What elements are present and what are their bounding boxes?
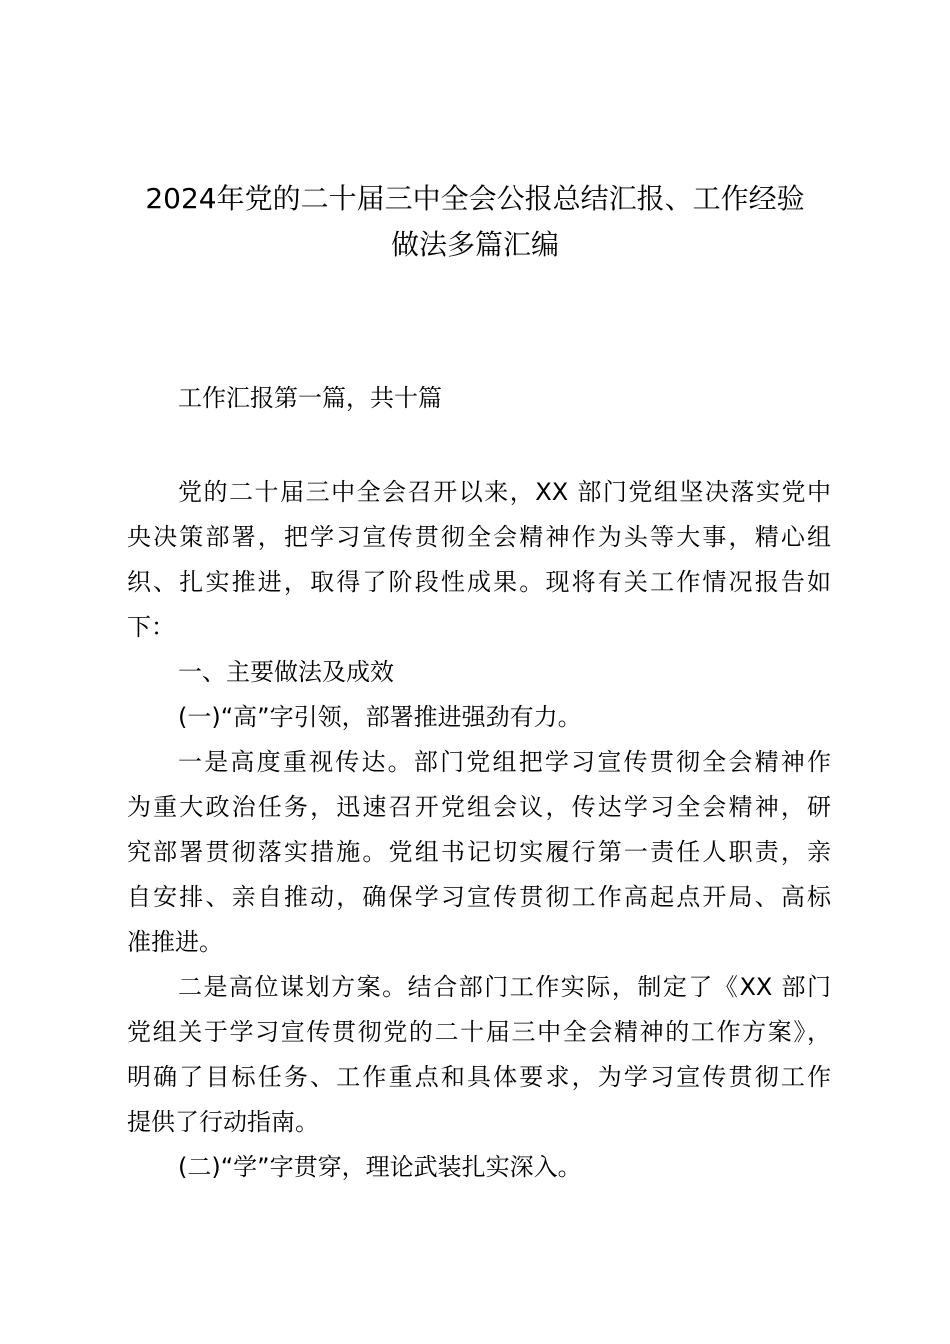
text-line: 为重大政治任务，迅速召开党组会议，传达学习全会精神，研 (127, 793, 831, 821)
text-line: 自安排、亲自推动，确保学习宣传贯彻工作高起点开局、高标 (127, 883, 831, 911)
paragraph-intro (127, 470, 831, 650)
section-heading-1 (127, 650, 831, 695)
document-title (120, 176, 830, 268)
document-body (127, 470, 831, 1190)
subsection-heading-2 (127, 1145, 831, 1190)
text-line: (二)“学”字贯穿，理论武装扎实深入。 (178, 1153, 582, 1181)
text-line: 一是高度重视传达。部门党组把学习宣传贯彻全会精神作 (178, 748, 831, 776)
text-line: (一)“高”字引领，部署推进强劲有力。 (178, 703, 582, 731)
paragraph-point-1 (127, 740, 831, 965)
text-line: 党组关于学习宣传贯彻党的二十届三中全会精神的工作方案》， (127, 1018, 831, 1046)
title-line-2: 做法多篇汇编 (390, 228, 559, 261)
document-subtitle: 工作汇报第一篇，共十篇 (178, 384, 442, 412)
title-line-1: 2024年党的二十届三中全会公报总结汇报、工作经验 (145, 182, 805, 215)
text-line: 二是高位谋划方案。结合部门工作实际，制定了《XX 部门 (178, 973, 831, 1001)
subsection-heading-1 (127, 695, 831, 740)
text-line: 明确了目标任务、工作重点和具体要求，为学习宣传贯彻工作 (127, 1063, 831, 1091)
text-line: 织、扎实推进，取得了阶段性成果。现将有关工作情况报告如 (127, 568, 831, 596)
text-line: 一、主要做法及成效 (178, 658, 394, 686)
text-line: 究部署贯彻落实措施。党组书记切实履行第一责任人职责，亲 (127, 838, 831, 866)
text-line: 提供了行动指南。 (127, 1108, 319, 1136)
text-line: 下： (127, 613, 175, 641)
text-line: 党的二十届三中全会召开以来，XX 部门党组坚决落实党中 (178, 478, 831, 506)
text-line: 央决策部署，把学习宣传贯彻全会精神作为头等大事，精心组 (127, 523, 831, 551)
paragraph-point-2 (127, 965, 831, 1145)
text-line: 准推进。 (127, 928, 223, 956)
